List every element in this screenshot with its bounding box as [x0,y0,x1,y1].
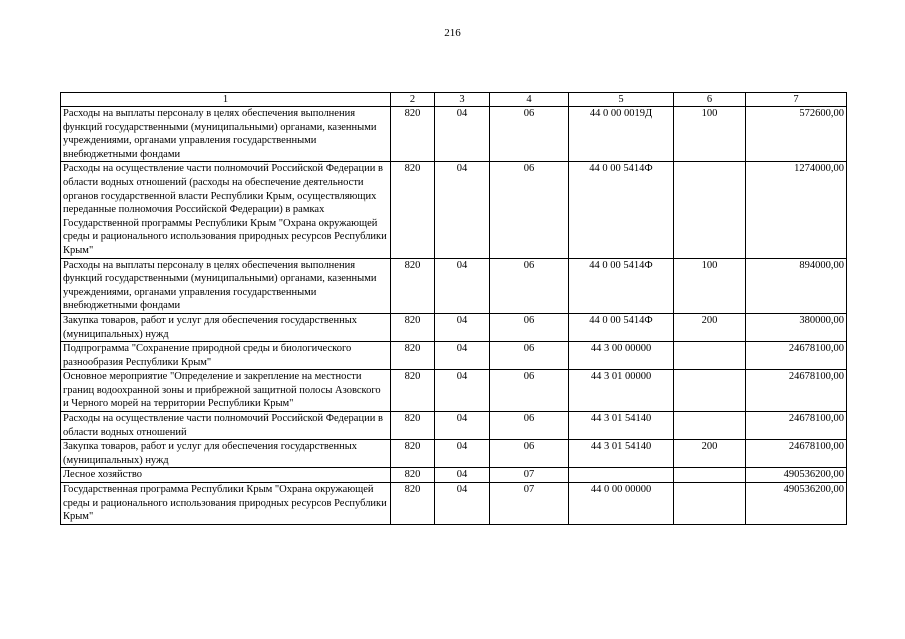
row-ved: 820 [391,440,435,468]
row-ved: 820 [391,412,435,440]
row-name: Расходы на осуществление части полномочий Российской Федерации в области водных отношений (расходы на обеспечение деятельности органов государственной власти Республики Крым, осуществляющих переданные полномочия Российской Федерации) в рамках Государственной программы Республики Крым "Охрана окружающей среды и рационального использования природных ресурсов Республики Крым" [61,162,391,258]
row-vr [674,412,746,440]
row-name: Основное мероприятие "Определение и закрепление на местности границ водоохранной зоны и прибрежной защитной полосы Азовского и Черного морей на территории Республики Крым" [61,370,391,412]
row-csr: 44 0 00 0019Д [569,107,674,162]
row-ved: 820 [391,162,435,258]
row-amount: 24678100,00 [746,440,847,468]
row-vr [674,342,746,370]
row-csr [569,468,674,483]
row-pr: 06 [490,107,569,162]
table-row [61,483,847,525]
row-name: Закупка товаров, работ и услуг для обеспечения государственных (муниципальных) нужд [61,440,391,468]
row-amount: 24678100,00 [746,342,847,370]
row-amount: 894000,00 [746,258,847,313]
row-vr [674,370,746,412]
table-row [61,370,847,412]
row-ved: 820 [391,107,435,162]
row-vr: 100 [674,258,746,313]
table-row [61,313,847,341]
row-rz: 04 [435,412,490,440]
row-amount: 1274000,00 [746,162,847,258]
row-csr: 44 3 00 00000 [569,342,674,370]
row-pr: 06 [490,258,569,313]
row-rz: 04 [435,440,490,468]
column-header-rz: 3 [435,93,490,107]
row-ved: 820 [391,258,435,313]
row-name: Закупка товаров, работ и услуг для обеспечения государственных (муниципальных) нужд [61,313,391,341]
row-rz: 04 [435,468,490,483]
row-amount: 490536200,00 [746,483,847,525]
table-row [61,412,847,440]
row-vr: 200 [674,313,746,341]
row-csr: 44 3 01 00000 [569,370,674,412]
row-rz: 04 [435,162,490,258]
row-ved: 820 [391,342,435,370]
row-vr [674,483,746,525]
row-name: Лесное хозяйство [61,468,391,483]
row-ved: 820 [391,313,435,341]
row-amount: 490536200,00 [746,468,847,483]
row-pr: 07 [490,468,569,483]
column-header-ved: 2 [391,93,435,107]
row-pr: 07 [490,483,569,525]
row-vr [674,162,746,258]
table-row [61,107,847,162]
row-amount: 572600,00 [746,107,847,162]
row-pr: 06 [490,162,569,258]
row-csr: 44 3 01 54140 [569,412,674,440]
row-rz: 04 [435,258,490,313]
row-csr: 44 0 00 5414Ф [569,162,674,258]
row-name: Расходы на выплаты персоналу в целях обеспечения выполнения функций государственными (муниципальными) органами, казенными учреждениями, органами управления государственными внебюджетными фондами [61,258,391,313]
row-ved: 820 [391,468,435,483]
table-row [61,342,847,370]
table-row [61,468,847,483]
table-row [61,258,847,313]
page-number: 216 [444,27,461,39]
row-ved: 820 [391,370,435,412]
row-pr: 06 [490,313,569,341]
row-pr: 06 [490,342,569,370]
table-row [61,440,847,468]
row-vr [674,468,746,483]
header-row [61,93,847,107]
column-header-vr: 6 [674,93,746,107]
row-rz: 04 [435,342,490,370]
row-amount: 380000,00 [746,313,847,341]
row-vr: 100 [674,107,746,162]
row-csr: 44 0 00 5414Ф [569,258,674,313]
row-pr: 06 [490,412,569,440]
row-pr: 06 [490,440,569,468]
row-pr: 06 [490,370,569,412]
table-header [61,93,847,107]
column-header-amount: 7 [746,93,847,107]
row-name: Расходы на выплаты персоналу в целях обеспечения выполнения функций государственными (муниципальными) органами, казенными учреждениями, органами управления государственными внебюджетными фондами [61,107,391,162]
row-name: Расходы на осуществление части полномочий Российской Федерации в области водных отношений [61,412,391,440]
row-csr: 44 0 00 00000 [569,483,674,525]
row-name: Государственная программа Республики Крым "Охрана окружающей среды и рационального использования природных ресурсов Республики Крым" [61,483,391,525]
row-rz: 04 [435,313,490,341]
table-body [61,107,847,525]
row-ved: 820 [391,483,435,525]
column-header-pr: 4 [490,93,569,107]
row-rz: 04 [435,483,490,525]
row-amount: 24678100,00 [746,412,847,440]
row-rz: 04 [435,107,490,162]
row-csr: 44 3 01 54140 [569,440,674,468]
row-amount: 24678100,00 [746,370,847,412]
budget-table [60,92,847,525]
column-header-name: 1 [61,93,391,107]
column-header-csr: 5 [569,93,674,107]
row-name: Подпрограмма "Сохранение природной среды и биологического разнообразия Республики Крым" [61,342,391,370]
row-vr: 200 [674,440,746,468]
row-csr: 44 0 00 5414Ф [569,313,674,341]
row-rz: 04 [435,370,490,412]
table-row [61,162,847,258]
